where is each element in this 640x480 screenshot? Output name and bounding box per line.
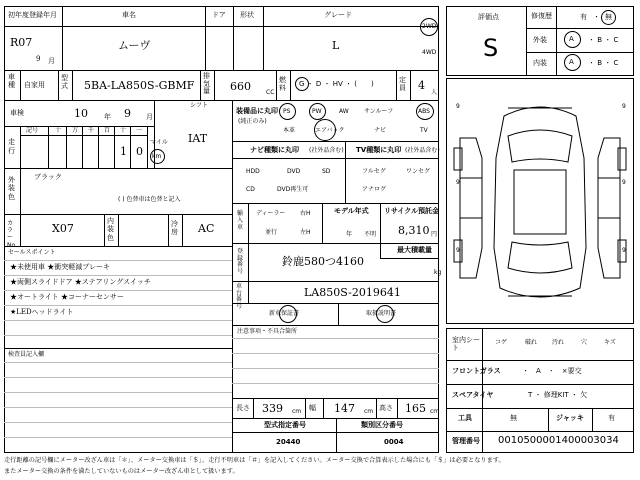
inspection-month-unit: 月 <box>146 113 153 121</box>
tv-types-label: TV種類に丸印 <box>356 146 402 154</box>
digit-header-0: 記号 <box>26 127 39 134</box>
equip-navi: ナビ <box>374 127 387 134</box>
door-label: ドア <box>212 11 226 19</box>
color-no-label: カラーNo. <box>7 220 17 249</box>
score-label: 評価点 <box>478 13 499 21</box>
import-dealer: ディーラー <box>256 210 286 217</box>
jack-label: ジャッキ <box>556 414 584 422</box>
navi-types-label: ナビ種類に丸印 <box>250 146 299 154</box>
import-label: 輸入車 <box>237 210 244 232</box>
jack-value: 有 <box>608 414 615 422</box>
equip-tv: TV <box>420 127 428 134</box>
height-unit: cm <box>430 408 440 415</box>
shape-label: 形状 <box>240 11 254 19</box>
sales-point-4: ★LEDヘッドライト <box>10 308 74 316</box>
use-label: 自家用 <box>24 81 45 89</box>
model-designation-label: 型式指定番号 <box>264 421 306 429</box>
max-load-label: 最大積載量 <box>397 246 432 254</box>
inspection-label: 車検 <box>10 109 24 117</box>
equip-pw: PW <box>312 108 322 115</box>
navi-dvd-play: DVD再生可 <box>277 186 309 193</box>
inspection-year: 10 <box>74 107 88 120</box>
front-glass-label: フロントガラス <box>452 367 501 375</box>
exterior-grade-label: 外装 <box>533 36 547 44</box>
capacity-label: 定員 <box>399 76 406 93</box>
navi-types-sub: (社外品含む) <box>309 147 344 154</box>
exterior-grade-a: A <box>569 35 574 43</box>
interior-grade-a: A <box>569 58 574 66</box>
digit-header-3: 千 <box>88 127 95 134</box>
sales-points-label: セールスポイント <box>8 249 56 256</box>
chassis-value: LA850S-2019641 <box>304 286 401 299</box>
seat-item-2: 破れ <box>525 339 538 346</box>
registration-value: 鈴鹿580つ4160 <box>282 255 364 268</box>
navi-cd: CD <box>246 186 255 193</box>
displacement-label: 排気量 <box>203 72 210 96</box>
equip-abs: ABS <box>418 108 430 115</box>
tv-oneseg: ワンセグ <box>406 168 431 175</box>
inspection-month: 9 <box>124 107 131 120</box>
equipment-label: 装備品に丸印 <box>236 107 278 115</box>
seat-label: 室内シート <box>452 336 480 353</box>
equip-leather: 本革 <box>283 127 296 134</box>
length-unit: cm <box>292 408 302 415</box>
model-designation-value: 20440 <box>276 438 301 446</box>
equipment-sub: (純正のみ) <box>238 118 267 125</box>
interior-grade-label: 内装 <box>533 59 547 67</box>
length-value: 339 <box>262 402 283 415</box>
spare-tire-value: T ・ 修理KIT ・ 欠 <box>528 391 588 399</box>
digit-header-4: 百 <box>104 127 111 134</box>
equip-aw: AW <box>339 108 349 115</box>
unit-km: km <box>152 153 162 160</box>
digit-header-1: 十 <box>55 127 62 134</box>
chassis-label: 車台番号 <box>236 283 243 310</box>
digit-header-6: 一 <box>136 127 143 134</box>
footer-line-2: またメーター交換の条件を満たしていないものはメーター改ざん車として扱います。 <box>4 468 239 475</box>
max-load-kg: kg <box>434 269 442 276</box>
grade-value: L <box>332 39 340 52</box>
exterior-label: 外装色 <box>8 176 15 201</box>
management-label: 管理番号 <box>452 437 480 445</box>
length-label: 長さ <box>236 404 250 412</box>
digit-header-5: 十 <box>120 127 127 134</box>
model-year-unknown: 不明 <box>364 231 377 238</box>
navi-sd: SD <box>322 168 331 175</box>
shift-label: シフト <box>190 102 209 109</box>
notes-label: 注意事項・不具合箇所 <box>237 328 298 335</box>
diagram-mark-2: 9 <box>622 103 626 110</box>
seat-item-3: 汚れ <box>552 339 565 346</box>
tv-types-sub: (社外品含む) <box>405 147 440 154</box>
row2-corner-label: 車種 <box>8 73 15 89</box>
car-name-value: ムーヴ <box>118 39 151 52</box>
color-no-value: X07 <box>52 222 74 235</box>
first-reg-label: 初年度登録年月 <box>8 11 57 19</box>
ac-label: 冷房 <box>171 220 178 237</box>
fuel-options: G ・ D ・ HV ・ ( ) <box>299 80 374 88</box>
tv-fullseg: フルセグ <box>362 168 386 175</box>
capacity-unit: 人 <box>431 89 438 96</box>
seat-item-1: コゲ <box>495 339 508 346</box>
inspection-year-unit: 年 <box>104 113 111 121</box>
width-label: 幅 <box>309 404 316 412</box>
tools-value: 無 <box>510 414 517 422</box>
handle-right: 右H <box>300 210 311 217</box>
management-value: 0010500001400003034 <box>498 435 619 446</box>
drive-4wd: 4WD <box>422 49 437 56</box>
unit-mile: マイル <box>150 139 168 146</box>
diagram-mark-5: 9 <box>456 247 460 254</box>
repair-sep: ・ <box>593 13 600 21</box>
sales-point-3: ★オートライト ★コーナーセンサー <box>10 293 124 301</box>
width-value: 147 <box>334 402 355 415</box>
diagram-mark-6: 9 <box>622 247 626 254</box>
inspector-label: 検査員記入欄 <box>8 351 45 358</box>
sales-point-1: ★未使用車 ★衝突軽減ブレーキ <box>10 263 110 271</box>
navi-dvd: DVD <box>287 168 301 175</box>
class-value: 0004 <box>384 438 404 446</box>
mileage-label: 走行 <box>8 138 15 156</box>
drive-2wd: 2WD <box>422 23 437 30</box>
exterior-value: ブラック <box>34 173 62 181</box>
front-glass-value: ・ A ・ ×要交 <box>522 367 582 375</box>
diagram-mark-4: 9 <box>622 179 626 186</box>
model-year-unit: 年 <box>346 231 353 238</box>
height-label: 高さ <box>379 404 393 412</box>
mileage-digit-0: 0 <box>136 145 143 158</box>
digit-header-2: 万 <box>72 127 79 134</box>
footer-line-1: 走行距離の記号欄にメーター改ざん車は「＊」、メーター交換車は「＄」、走行不明車は「＃」を記入してください。メーター交換で合算表示した場合にも「＄」は必要となります。 <box>4 457 505 464</box>
repair-yes: 有 <box>580 13 587 21</box>
car-diagram <box>446 78 634 324</box>
diagram-mark-3: 9 <box>456 179 460 186</box>
ac-value: AC <box>198 222 215 235</box>
spare-tire-label: スペアタイヤ <box>452 391 494 399</box>
registration-label: 登録番号 <box>237 248 244 275</box>
equip-sunroof: サンルーフ <box>364 108 394 115</box>
width-unit: cm <box>364 408 374 415</box>
interior-grade-b: ・ B ・ C <box>588 59 619 67</box>
handle-left: 左H <box>300 229 311 236</box>
tools-label: 工具 <box>458 414 472 422</box>
doc-manual: 取扱説明書 <box>366 310 397 317</box>
mileage-digit-1: 1 <box>120 145 127 158</box>
repair-no: 無 <box>605 13 612 21</box>
recycle-value: 8,310 <box>398 224 430 237</box>
capacity-value: 4 <box>418 79 425 92</box>
first-reg-month-unit: 月 <box>48 57 55 65</box>
doc-warranty: 新車保証書 <box>269 310 300 317</box>
displacement-value: 660 <box>230 80 251 93</box>
sales-point-2: ★両側スライドドア ★ステアリングスイッチ <box>10 278 151 286</box>
diagram-mark-1: 9 <box>456 103 460 110</box>
equip-airbag: エアバック <box>315 127 345 134</box>
first-reg-month: 9 <box>36 55 41 63</box>
repair-label: 修復歴 <box>531 12 552 20</box>
seat-item-4: 穴 <box>581 339 588 346</box>
shift-value: IAT <box>188 132 208 145</box>
exterior-note: ( ) 色替車は色替と記入 <box>118 196 181 203</box>
seat-item-5: キズ <box>604 339 616 346</box>
import-parallel: 並行 <box>265 229 278 236</box>
model-type-label: 型式 <box>61 74 68 91</box>
interior-color-label: 内装色 <box>107 217 114 242</box>
first-reg-year: R07 <box>10 36 33 49</box>
navi-hdd: HDD <box>246 168 260 175</box>
recycle-label: リサイクル預託金 <box>384 207 440 215</box>
equip-ps: PS <box>283 108 291 115</box>
grade-label: グレード <box>324 11 352 19</box>
fuel-label: 燃料 <box>279 76 286 93</box>
exterior-grade-b: ・ B ・ C <box>588 36 619 44</box>
score-value: S <box>483 34 499 62</box>
model-year-label: モデル年式 <box>334 207 369 215</box>
model-type-value: 5BA-LA850S-GBMF <box>84 79 195 92</box>
cc-label: CC <box>266 89 275 96</box>
car-name-label: 車名 <box>122 11 136 19</box>
recycle-yen: 円 <box>431 231 438 238</box>
height-value: 165 <box>405 402 426 415</box>
class-label: 類別区分番号 <box>361 421 403 429</box>
tv-analog: アナログ <box>362 186 387 193</box>
